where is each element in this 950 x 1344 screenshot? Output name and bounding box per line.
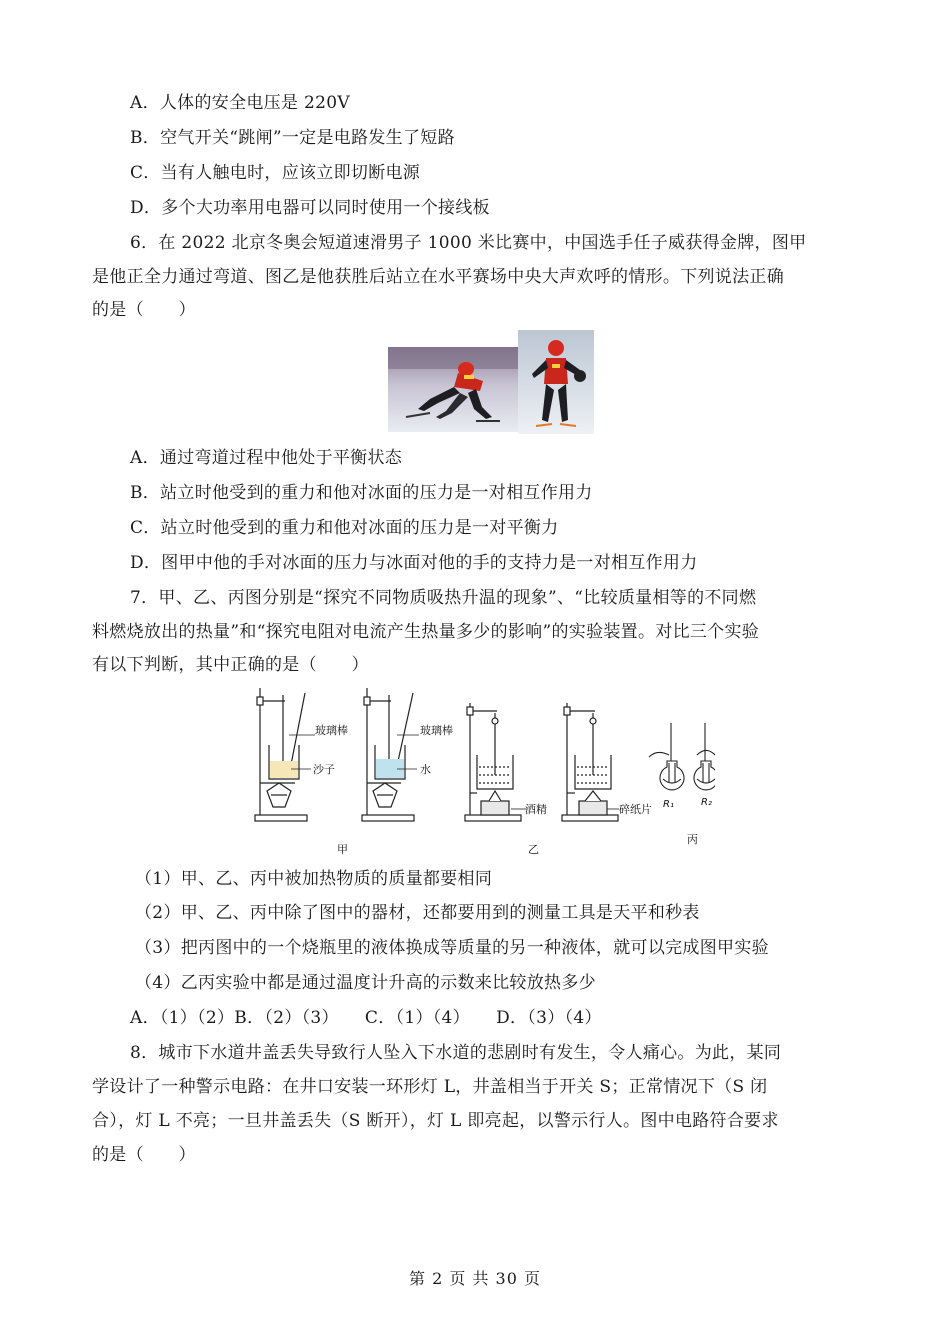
label-r1: R₁ (663, 799, 674, 810)
q5-option-b: B．空气开关“跳闸”一定是电路发生了短路 (130, 128, 455, 148)
setup-jia-sand (255, 688, 307, 821)
label-r2: R₂ (701, 797, 712, 808)
q6-option-c: C．站立时他受到的重力和他对冰面的压力是一对平衡力 (130, 518, 559, 538)
q6-stem-line1: 6．在 2022 北京冬奥会短道速滑男子 1000 米比赛中，中国选手任子威获得金牌，图甲 (130, 233, 807, 253)
q6-stem-line2: 是他正全力通过弯道、图乙是他获胜后站立在水平赛场中央大声欢呼的情形。下列说法正确 (92, 267, 784, 287)
q7-figure-svg (245, 683, 715, 863)
q6-option-a: A．通过弯道过程中他处于平衡状态 (130, 448, 403, 468)
q6-stem-line3: 的是（ ） (92, 300, 196, 320)
q5-option-c: C．当有人触电时，应该立即切断电源 (130, 163, 421, 183)
label-glass-rod-1: 玻璃棒 (315, 724, 348, 737)
label-glass-rod-2: 玻璃棒 (420, 724, 453, 737)
q7-stem-line3: 有以下判断，其中正确的是（ ） (92, 655, 369, 675)
q7-statement-1: （1）甲、乙、丙中被加热物质的质量都要相同 (135, 869, 493, 889)
skater-standing-photo (518, 330, 594, 434)
q6-option-b: B．站立时他受到的重力和他对冰面的压力是一对相互作用力 (130, 483, 593, 503)
label-paper: 碎纸片 (619, 803, 652, 816)
q7-options: A．（1）（2）B．（2）（3） C．（1）（4） D．（3）（4） (130, 1008, 602, 1028)
q6-option-d: D．图甲中他的手对冰面的压力与冰面对他的手的支持力是一对相互作用力 (130, 553, 698, 573)
caption-bing: 丙 (687, 833, 698, 846)
q5-option-d: D．多个大功率用电器可以同时使用一个接线板 (130, 198, 490, 218)
caption-jia: 甲 (337, 843, 348, 856)
setup-yi-alcohol (465, 703, 521, 821)
caption-yi: 乙 (528, 843, 539, 856)
q8-stem-line3: 合），灯 L 不亮；一旦井盖丢失（S 断开），灯 L 即亮起，以警示行人。图中电路符合要求 (92, 1111, 779, 1131)
q7-experiment-figure (245, 683, 715, 863)
q8-stem-line4: 的是（ ） (92, 1145, 196, 1165)
label-water: 水 (420, 763, 431, 776)
setup-bing-flasks (649, 723, 715, 790)
q7-stem-line1: 7．甲、乙、丙图分别是“探究不同物质吸热升温的现象”、“比较质量相等的不同燃 (130, 588, 757, 608)
q7-statement-4: （4）乙丙实验中都是通过温度计升高的示数来比较放热多少 (135, 973, 596, 993)
q8-stem-line1: 8．城市下水道井盖丢失导致行人坠入下水道的悲剧时有发生，令人痛心。为此，某同 (130, 1043, 782, 1063)
q5-option-a: A．人体的安全电压是 220V (130, 93, 350, 113)
label-alcohol: 酒精 (525, 803, 547, 816)
label-sand: 沙子 (313, 763, 335, 776)
q7-stem-line2: 料燃烧放出的热量”和“探究电阻对电流产生热量多少的影响”的实验装置。对比三个实验 (92, 622, 760, 642)
q7-statement-3: （3）把丙图中的一个烧瓶里的液体换成等质量的另一种液体，就可以完成图甲实验 (135, 938, 769, 958)
page-footer: 第 2 页 共 30 页 (409, 1269, 541, 1288)
setup-yi-paper (562, 703, 618, 821)
q8-stem-line2: 学设计了一种警示电路：在井口安装一环形灯 L，井盖相当于开关 S；正常情况下（S 闭 (92, 1077, 768, 1097)
setup-jia-water (362, 688, 414, 821)
skater-turning-photo (388, 347, 518, 432)
q7-statement-2: （2）甲、乙、丙中除了图中的器材，还都要用到的测量工具是天平和秒表 (135, 903, 700, 923)
